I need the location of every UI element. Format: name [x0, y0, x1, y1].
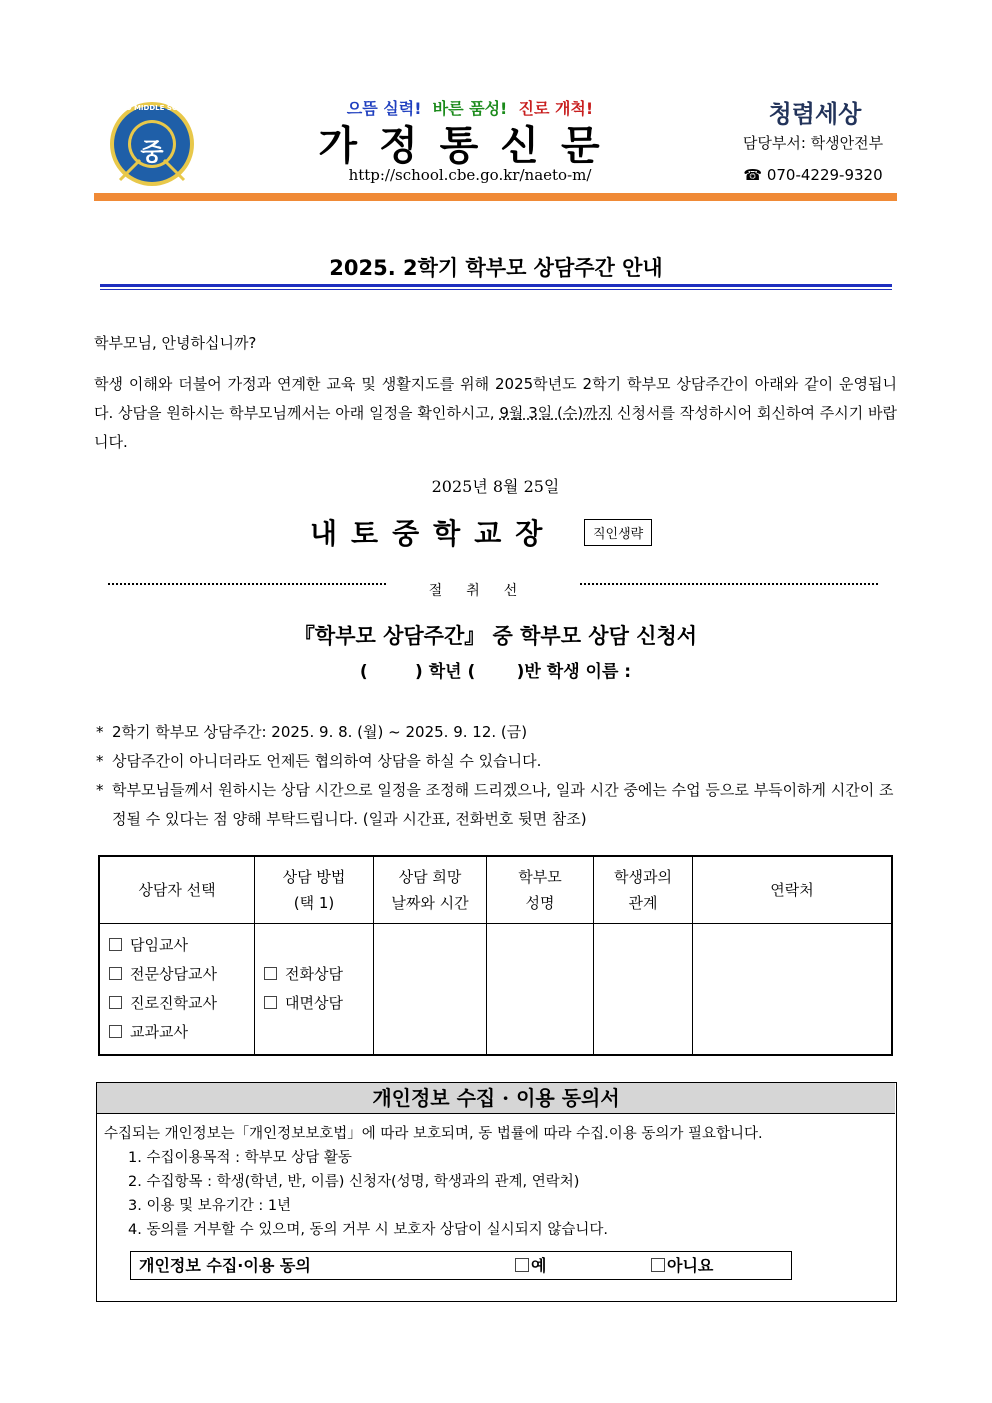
option-label: 담임교사	[130, 936, 188, 954]
table-row	[99, 924, 892, 1056]
greeting: 학부모님, 안녕하십니까?	[94, 334, 257, 352]
parent-name-cell[interactable]	[487, 924, 594, 1056]
consent-no[interactable]	[651, 1252, 713, 1279]
cut-line-label: 절취선	[428, 583, 542, 599]
col-counselor: 상담자 선택	[99, 856, 255, 924]
consent-label: 개인정보 수집·이용 동의	[139, 1256, 311, 1275]
brand-logo: 청렴세상	[768, 100, 862, 128]
privacy-item: 1. 수집이용목적 : 학부모 상담 활동	[128, 1150, 352, 1166]
consent-yes[interactable]	[515, 1252, 546, 1279]
title-underline	[100, 284, 892, 287]
logo-text: NAETO MIDDLE SCHOOL	[104, 104, 200, 112]
counselor-option[interactable]	[101, 931, 253, 960]
relation-cell[interactable]	[594, 924, 693, 1056]
no-label: 아니요	[667, 1256, 714, 1275]
motto-2: 바른 품성!	[432, 99, 508, 118]
option-label: 대면상담	[285, 994, 343, 1012]
application-notes	[94, 718, 897, 834]
privacy-text	[104, 1122, 884, 1242]
col-parent-name: 학부모 성명	[487, 856, 594, 924]
table-header-row	[99, 856, 892, 924]
checkbox-icon[interactable]	[515, 1258, 529, 1272]
phone-icon: ☎	[743, 166, 763, 184]
student-info-line[interactable]: ( ) 학년 ( )반 학생 이름 :	[359, 662, 632, 682]
application-table	[98, 855, 893, 1056]
privacy-item: 3. 이용 및 보유기간 : 1년	[128, 1198, 292, 1214]
notice-body	[94, 370, 897, 457]
method-options	[255, 924, 374, 1056]
note-item: * 학부모님들께서 원하시는 상담 시간으로 일정을 조정해 드리겠으나, 일과 시간 중에는 수업 등으로 부득이하게 시간이 조정될 수 있다는 점 양해 부탁드립니다. (일과 시간표, 전화번호 뒷면 참조)	[94, 776, 897, 834]
body-before: 학생 이해와 더불어 가정과 연계한 교육 및 생활지도를 위해 2025학년도 2학기 학부모 상담주간이 아래와 같이 운영됩니다. 상담을 원하시는 학부모님께서는 아래 일정을 확인하시고,	[94, 375, 897, 422]
col-contact: 연락처	[693, 856, 893, 924]
checkbox-icon[interactable]	[264, 967, 277, 980]
method-option[interactable]	[256, 960, 372, 989]
col-method: 상담 방법 (택 1)	[255, 856, 374, 924]
counselor-option[interactable]	[101, 989, 253, 1018]
checkbox-icon[interactable]	[651, 1258, 665, 1272]
body-after: 신청서를 작성하시어 회신하여 주시기 바랍니다.	[94, 404, 897, 451]
header-divider	[94, 193, 897, 201]
notice-title: 2025. 2학기 학부모 상담주간 안내	[329, 256, 663, 280]
deadline: 9월 3일 (수)까지	[499, 404, 613, 422]
logo-char: 중	[140, 138, 164, 166]
counselor-option[interactable]	[101, 960, 253, 989]
note-item: * 상담주간이 아니더라도 언제든 협의하여 상담을 하실 수 있습니다.	[94, 747, 897, 776]
counselor-options	[99, 924, 255, 1056]
option-label: 진로진학교사	[130, 994, 217, 1012]
checkbox-icon[interactable]	[109, 996, 122, 1009]
datetime-cell[interactable]	[374, 924, 487, 1056]
notice-date: 2025년 8월 25일	[431, 477, 560, 496]
department: 담당부서: 학생안전부	[742, 134, 884, 152]
checkbox-icon[interactable]	[264, 996, 277, 1009]
yes-label: 예	[531, 1256, 547, 1275]
school-url: http://school.cbe.go.kr/naeto-m/	[348, 166, 592, 184]
checkbox-icon[interactable]	[109, 938, 122, 951]
checkbox-icon[interactable]	[109, 967, 122, 980]
consent-row	[130, 1251, 792, 1280]
motto-3: 진로 개척!	[518, 99, 594, 118]
note-item: * 2학기 학부모 상담주간: 2025. 9. 8. (월) ~ 2025. 9. 12. (금)	[94, 718, 897, 747]
seal-omitted: 직인생략	[584, 519, 652, 546]
principal-name: 내토중학교장	[310, 517, 557, 550]
phone-number: 070-4229-9320	[766, 166, 883, 184]
col-relation: 학생과의 관계	[594, 856, 693, 924]
option-label: 전문상담교사	[130, 965, 217, 983]
contact-cell[interactable]	[693, 924, 893, 1056]
motto-1: 으뜸 실력!	[346, 99, 422, 118]
counselor-option[interactable]	[101, 1018, 253, 1047]
cut-line-right	[580, 583, 878, 585]
method-option[interactable]	[256, 989, 372, 1018]
privacy-title: 개인정보 수집 · 이용 동의서	[97, 1083, 895, 1114]
title-underline-thin	[100, 289, 892, 290]
privacy-intro: 수집되는 개인정보는「개인정보보호법」에 따라 보호되며, 동 법률에 따라 수집.이용 동의가 필요합니다.	[104, 1126, 763, 1142]
newsletter-title: 가정통신문	[318, 122, 622, 169]
privacy-item: 2. 수집항목 : 학생(학년, 반, 이름) 신청자(성명, 학생과의 관계, 연락처)	[128, 1174, 580, 1190]
checkbox-icon[interactable]	[109, 1025, 122, 1038]
privacy-item: 4. 동의를 거부할 수 있으며, 동의 거부 시 보호자 상담이 실시되지 않습니다.	[128, 1222, 608, 1238]
option-label: 전화상담	[285, 965, 343, 983]
col-datetime: 상담 희망 날짜와 시간	[374, 856, 487, 924]
application-title: 『학부모 상담주간』 중 학부모 상담 신청서	[293, 624, 698, 648]
phone-line	[728, 166, 898, 184]
option-label: 교과교사	[130, 1023, 188, 1041]
cut-line-left	[108, 583, 386, 585]
